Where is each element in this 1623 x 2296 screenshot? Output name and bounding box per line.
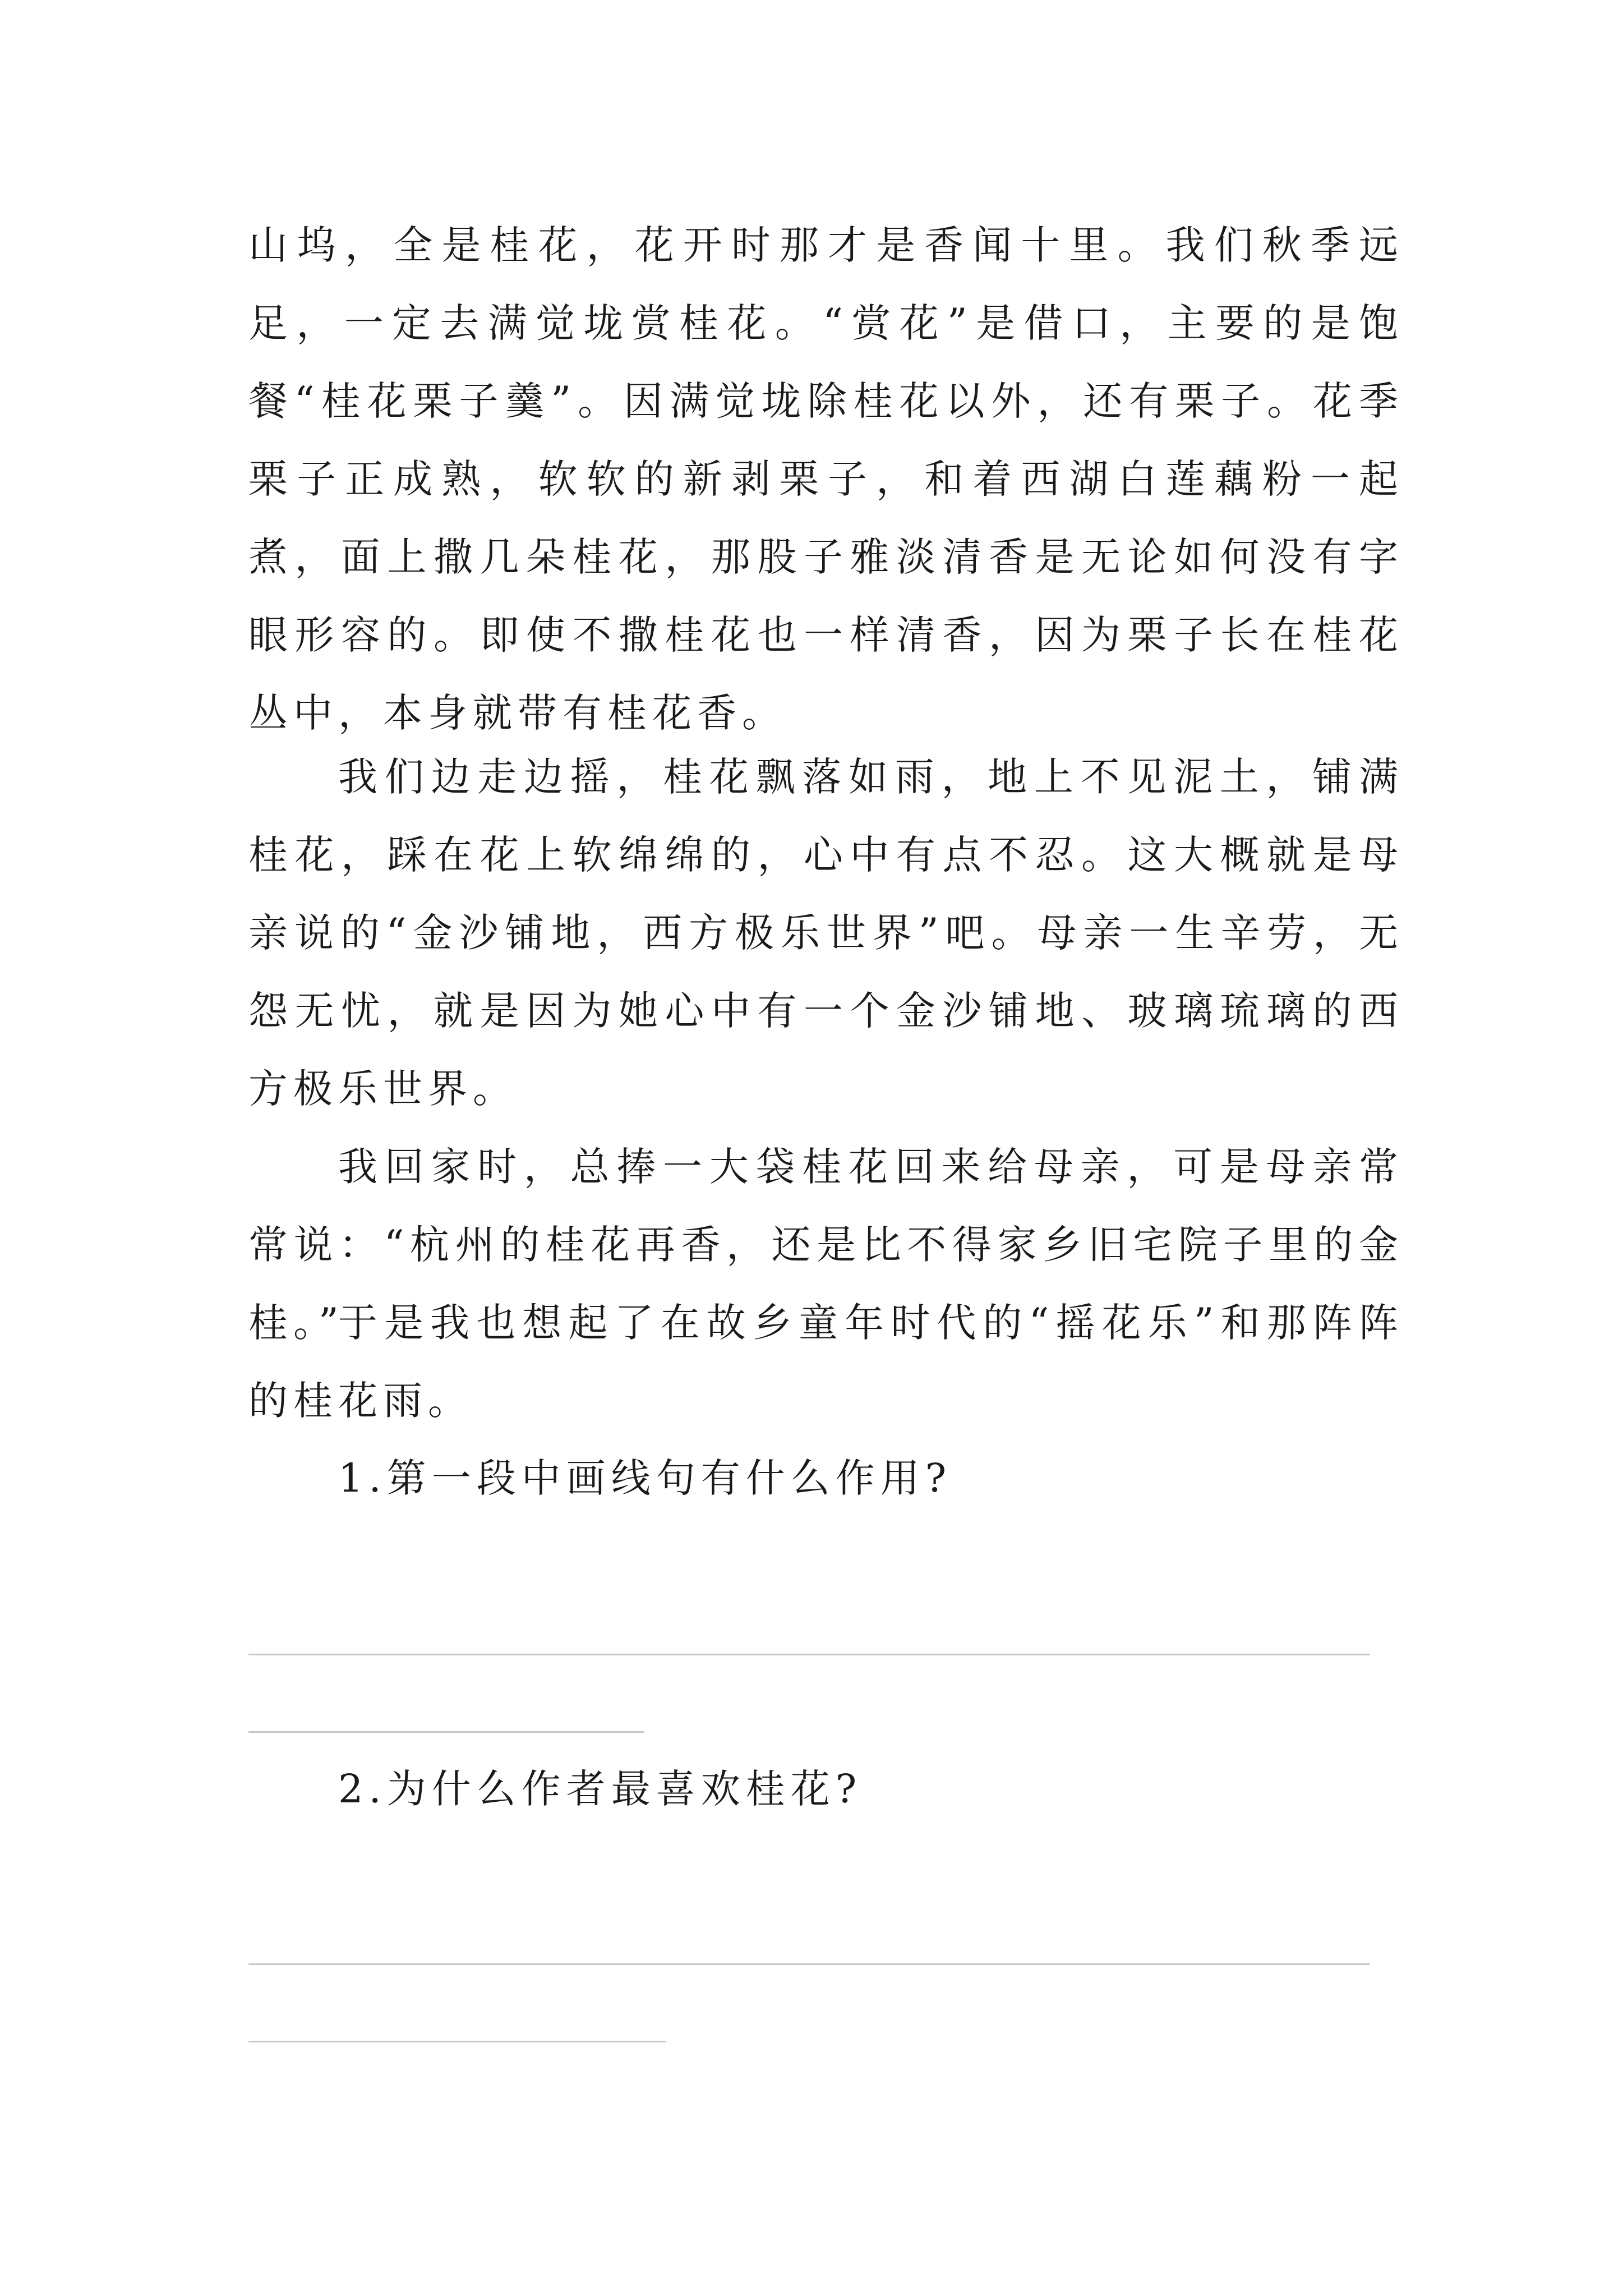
passage-paragraph-3: 我回家时，总捧一大袋桂花回来给母亲，可是母亲常常说：“杭州的桂花再香，还是比不得家乡旧宅院子里的金桂。” [248, 1144, 1404, 1346]
passage-paragraph-1: 山坞，全是桂花，花开时那才是香闻十里。我们秋季远足，一定去满觉垅赏桂花。“赏花”是借口，主要的是饱餐“桂花栗子羹”。因满觉垅除桂花以外，还有栗子。花季栗子正成熟，软软的新剥栗子，和着西湖白莲藕粉一起煮，面上撒几朵桂花，那股子雅淡清香是无论如何没有字眼形容的。即使不撒桂花也一样清香，因为栗子长在桂花丛中，本身就带有桂花香。 [248, 222, 1404, 736]
passage-paragraph-4: 于是我也想起了在故乡童年时代的“摇花乐”和那阵阵的桂花雨。 [248, 1300, 1404, 1424]
passage-paragraph-2: 我们边走边摇，桂花飘落如雨，地上不见泥土，铺满桂花，踩在花上软绵绵的，心中有点不忍。这大概就是母亲说的“金沙铺地，西方极乐世界”吧。母亲一生辛劳，无怨无忧，就是因为她心中有一个金沙铺地、玻璃琉璃的西方极乐世界。 [248, 754, 1404, 1112]
answer-line-q2-2 [248, 2041, 666, 2042]
answer-line-q2-1 [248, 1963, 1370, 1965]
answer-line-q1-1 [248, 1654, 1370, 1655]
question-2: 2.为什么作者最喜欢桂花? [338, 1766, 863, 1812]
answer-line-q1-2 [248, 1731, 644, 1733]
question-1: 1.第一段中画线句有什么作用? [338, 1455, 952, 1501]
